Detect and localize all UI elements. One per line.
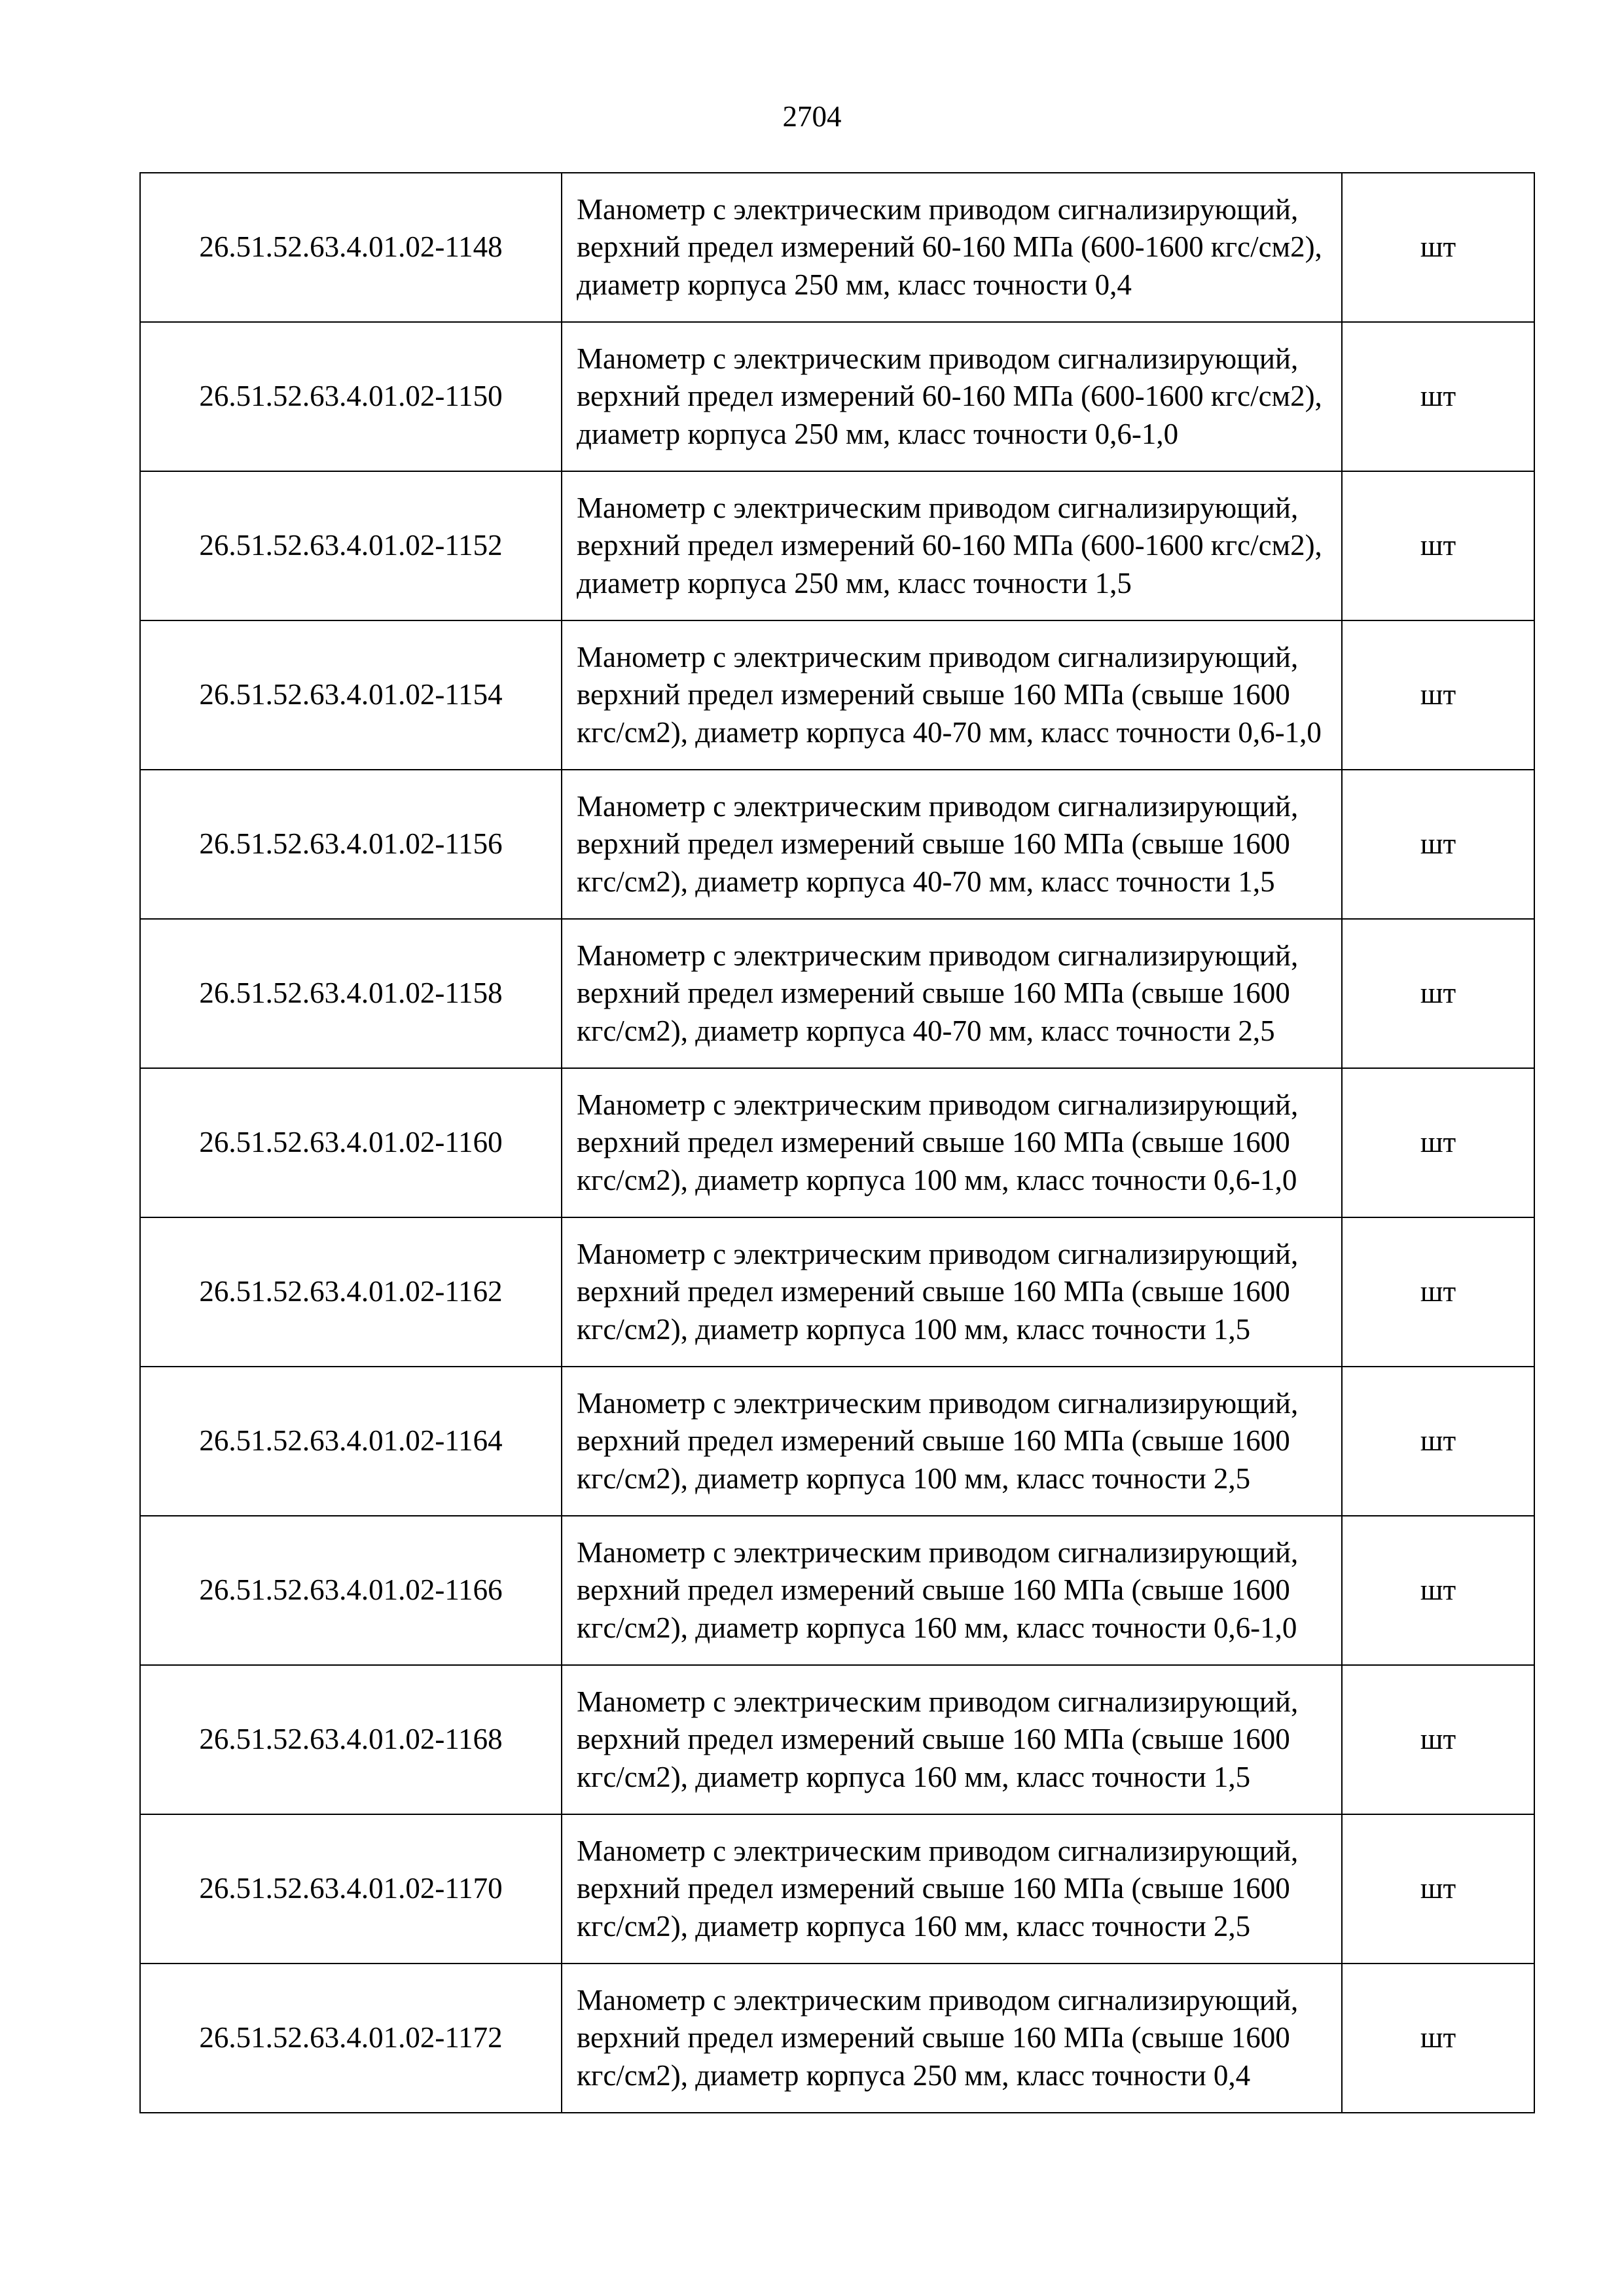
item-code: 26.51.52.63.4.01.02-1172 <box>140 1964 562 2113</box>
item-code: 26.51.52.63.4.01.02-1168 <box>140 1665 562 1814</box>
item-unit: шт <box>1342 1367 1534 1516</box>
page-number: 2704 <box>782 100 842 133</box>
table-row <box>140 1964 1534 2113</box>
item-description: Манометр с электрическим приводом сигнализирующий, верхний предел измерений свыше 160 МПа (свыше 1600 кгс/см2), диаметр корпуса 160 мм, класс точности 0,6-1,0 <box>562 1516 1342 1665</box>
table-row <box>140 1814 1534 1964</box>
item-unit: шт <box>1342 919 1534 1068</box>
item-description: Манометр с электрическим приводом сигнализирующий, верхний предел измерений свыше 160 МПа (свыше 1600 кгс/см2), диаметр корпуса 40-70 мм, класс точности 2,5 <box>562 919 1342 1068</box>
item-description: Манометр с электрическим приводом сигнализирующий, верхний предел измерений свыше 160 МПа (свыше 1600 кгс/см2), диаметр корпуса 40-70 мм, класс точности 0,6-1,0 <box>562 620 1342 770</box>
item-description: Манометр с электрическим приводом сигнализирующий, верхний предел измерений 60-160 МПа (600-1600 кгс/см2), диаметр корпуса 250 мм, класс точности 0,6-1,0 <box>562 322 1342 471</box>
item-description: Манометр с электрическим приводом сигнализирующий, верхний предел измерений свыше 160 МПа (свыше 1600 кгс/см2), диаметр корпуса 160 мм, класс точности 1,5 <box>562 1665 1342 1814</box>
item-unit: шт <box>1342 471 1534 620</box>
table-row <box>140 620 1534 770</box>
item-unit: шт <box>1342 620 1534 770</box>
item-code: 26.51.52.63.4.01.02-1164 <box>140 1367 562 1516</box>
table-row <box>140 919 1534 1068</box>
table-row <box>140 1217 1534 1367</box>
item-unit: шт <box>1342 1068 1534 1217</box>
item-unit: шт <box>1342 1814 1534 1964</box>
item-code: 26.51.52.63.4.01.02-1170 <box>140 1814 562 1964</box>
item-code: 26.51.52.63.4.01.02-1148 <box>140 173 562 322</box>
item-unit: шт <box>1342 1964 1534 2113</box>
item-description: Манометр с электрическим приводом сигнализирующий, верхний предел измерений свыше 160 МПа (свыше 1600 кгс/см2), диаметр корпуса 160 мм, класс точности 2,5 <box>562 1814 1342 1964</box>
items-table-body <box>140 173 1534 2113</box>
item-description: Манометр с электрическим приводом сигнализирующий, верхний предел измерений 60-160 МПа (600-1600 кгс/см2), диаметр корпуса 250 мм, класс точности 0,4 <box>562 173 1342 322</box>
item-code: 26.51.52.63.4.01.02-1160 <box>140 1068 562 1217</box>
item-unit: шт <box>1342 1665 1534 1814</box>
table-row <box>140 173 1534 322</box>
item-code: 26.51.52.63.4.01.02-1162 <box>140 1217 562 1367</box>
table-row <box>140 322 1534 471</box>
item-description: Манометр с электрическим приводом сигнализирующий, верхний предел измерений свыше 160 МПа (свыше 1600 кгс/см2), диаметр корпуса 250 мм, класс точности 0,4 <box>562 1964 1342 2113</box>
table-row <box>140 1516 1534 1665</box>
item-unit: шт <box>1342 770 1534 919</box>
item-unit: шт <box>1342 322 1534 471</box>
item-code: 26.51.52.63.4.01.02-1152 <box>140 471 562 620</box>
table-row <box>140 1367 1534 1516</box>
items-table <box>139 172 1535 2113</box>
item-code: 26.51.52.63.4.01.02-1166 <box>140 1516 562 1665</box>
item-description: Манометр с электрическим приводом сигнализирующий, верхний предел измерений свыше 160 МПа (свыше 1600 кгс/см2), диаметр корпуса 100 мм, класс точности 2,5 <box>562 1367 1342 1516</box>
item-description: Манометр с электрическим приводом сигнализирующий, верхний предел измерений 60-160 МПа (600-1600 кгс/см2), диаметр корпуса 250 мм, класс точности 1,5 <box>562 471 1342 620</box>
table-row <box>140 471 1534 620</box>
table-row <box>140 770 1534 919</box>
table-row <box>140 1665 1534 1814</box>
item-code: 26.51.52.63.4.01.02-1150 <box>140 322 562 471</box>
item-code: 26.51.52.63.4.01.02-1158 <box>140 919 562 1068</box>
item-unit: шт <box>1342 173 1534 322</box>
item-description: Манометр с электрическим приводом сигнализирующий, верхний предел измерений свыше 160 МПа (свыше 1600 кгс/см2), диаметр корпуса 100 мм, класс точности 1,5 <box>562 1217 1342 1367</box>
item-code: 26.51.52.63.4.01.02-1156 <box>140 770 562 919</box>
item-unit: шт <box>1342 1217 1534 1367</box>
item-unit: шт <box>1342 1516 1534 1665</box>
item-description: Манометр с электрическим приводом сигнализирующий, верхний предел измерений свыше 160 МПа (свыше 1600 кгс/см2), диаметр корпуса 100 мм, класс точности 0,6-1,0 <box>562 1068 1342 1217</box>
item-description: Манометр с электрическим приводом сигнализирующий, верхний предел измерений свыше 160 МПа (свыше 1600 кгс/см2), диаметр корпуса 40-70 мм, класс точности 1,5 <box>562 770 1342 919</box>
table-row <box>140 1068 1534 1217</box>
item-code: 26.51.52.63.4.01.02-1154 <box>140 620 562 770</box>
